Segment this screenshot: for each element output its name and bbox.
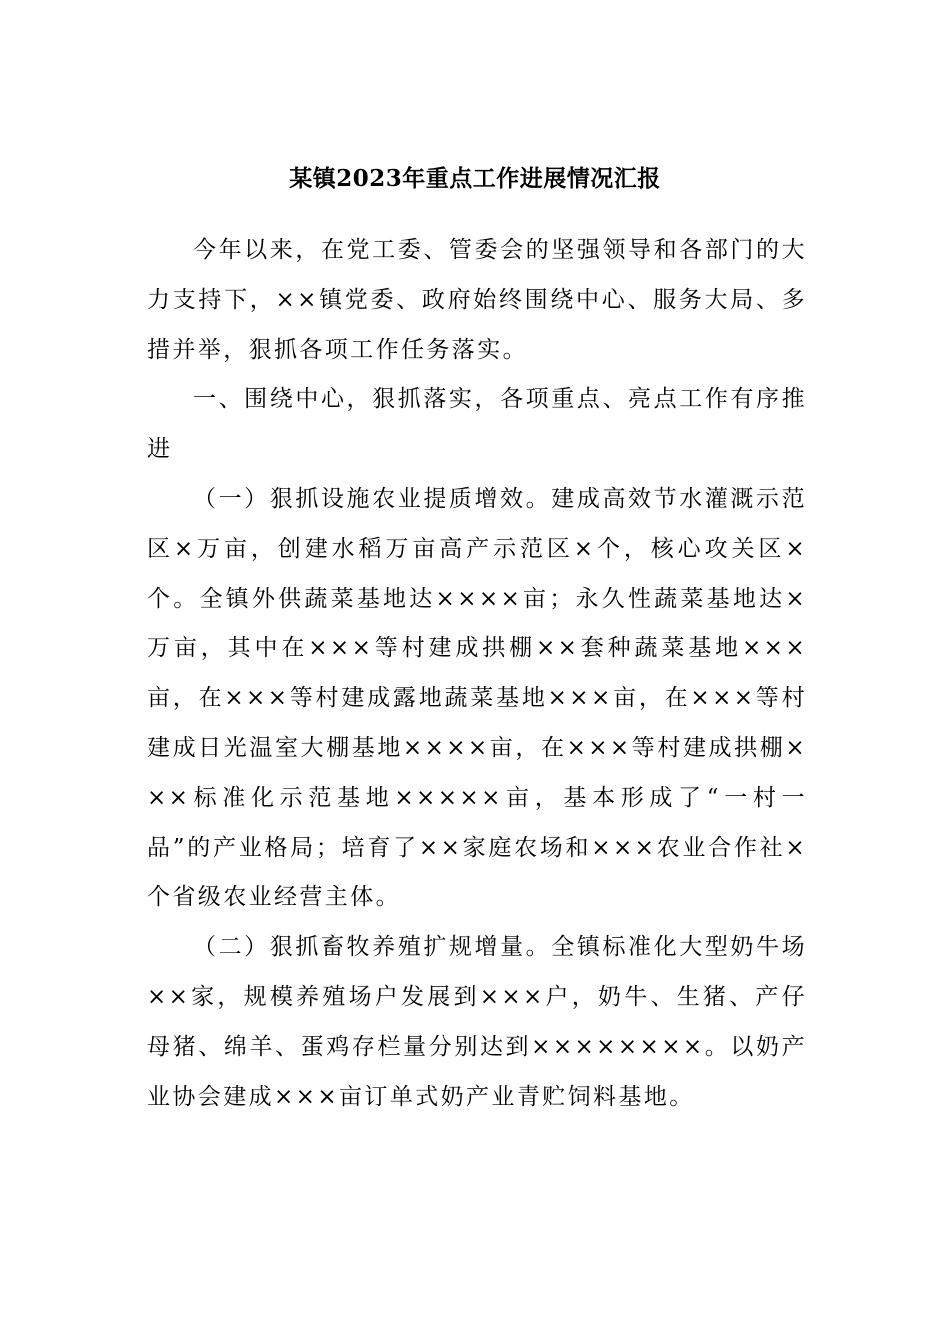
section-heading-1: 一、围绕中心，狠抓落实，各项重点、亮点工作有序推进 [147,386,807,463]
paragraph-livestock: （二）狠抓畜牧养殖扩规增量。全镇标准化大型奶牛场××家，规模养殖场户发展到×××户，奶牛、生猪、产仔母猪、绵羊、蛋鸡存栏量分别达到××××××××。以奶产业协会建成×××亩订单式奶产业青贮饲料基地。 [147,934,807,1110]
paragraph-agriculture: （一）狠抓设施农业提质增效。建成高效节水灌溉示范区×万亩，创建水稻万亩高产示范区×个，核心攻关区×个。全镇外供蔬菜基地达××××亩；永久性蔬菜基地达×万亩，其中在×××等村建成拱棚××套种蔬菜基地×××亩，在×××等村建成露地蔬菜基地×××亩，在×××等村建成日光温室大棚基地××××亩，在×××等村建成拱棚×××标准化示范基地×××××亩，基本形成了“一村一品”的产业格局；培育了××家庭农场和×××农业合作社×个省级农业经营主体。 [147,485,807,911]
document-body [147,226,807,1122]
document-title: 某镇2023年重点工作进展情况汇报 [289,165,661,192]
paragraph-intro: 今年以来，在党工委、管委会的坚强领导和各部门的大力支持下，××镇党委、政府始终围绕中心、服务大局、多措并举，狠抓各项工作任务落实。 [147,237,807,363]
